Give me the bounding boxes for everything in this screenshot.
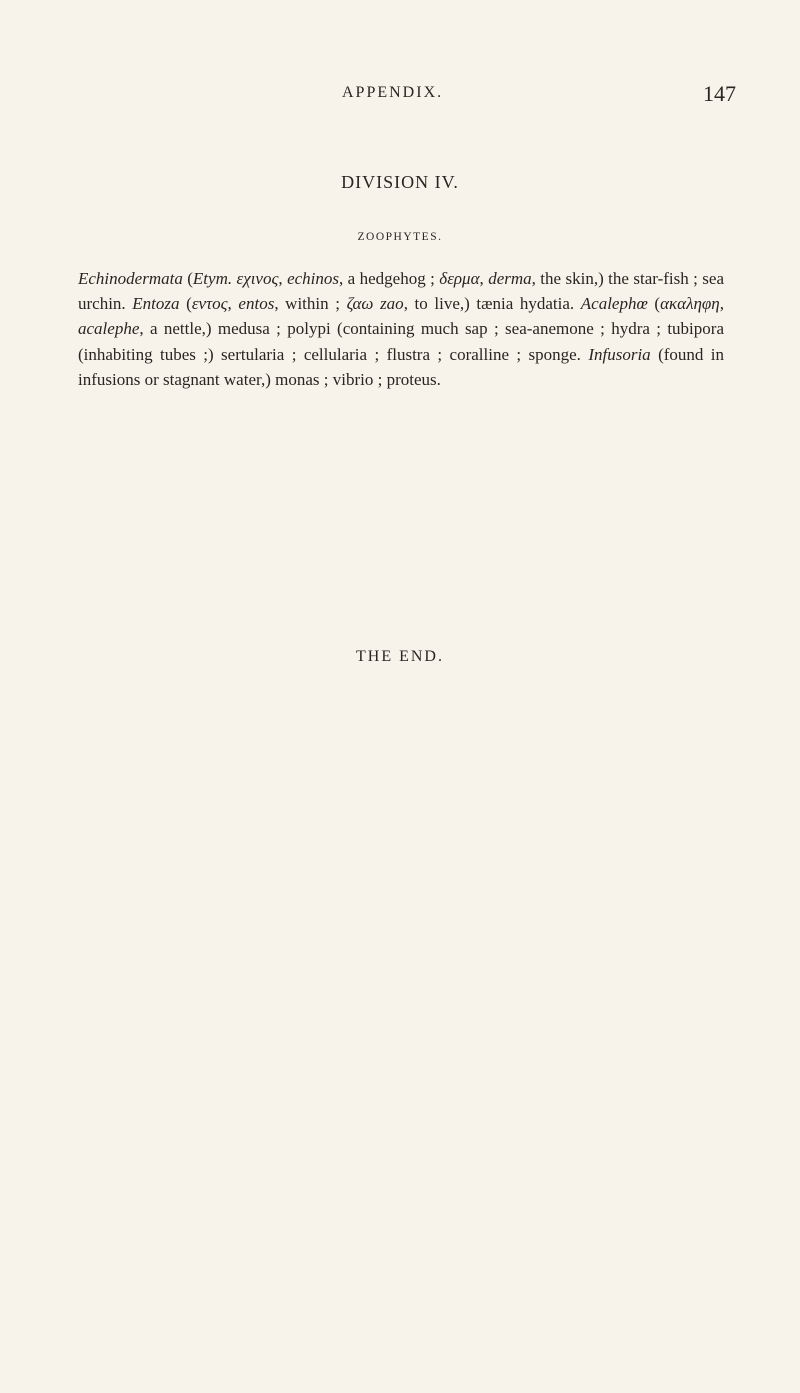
greek-word: εχινος: [236, 269, 279, 288]
text-span: , the skin,) the star-fish ; sea urchin.: [78, 269, 724, 314]
text-span: (: [179, 294, 192, 314]
text-span: (: [182, 269, 193, 288]
text-span: ,: [719, 294, 724, 314]
transliteration: zao: [380, 294, 404, 314]
greek-word: ζαω: [346, 294, 374, 314]
text-span: ,: [227, 294, 239, 314]
section-title: ZOOPHYTES.: [357, 231, 443, 243]
text-span: ,: [278, 269, 288, 288]
greek-word: δερμα: [439, 269, 480, 288]
term-acalephae: Acalephœ: [580, 294, 648, 314]
text-span: , a nettle,) medusa ; polypi (containing much sap ; sea-anemone ; hydra ; tubipora (inhabiting tubes ;) sertularia ; cellularia ; flustra ; coralline ; sponge.: [78, 319, 724, 364]
transliteration: derma: [488, 269, 532, 288]
running-head: APPENDIX.: [342, 84, 444, 101]
text-span: , within ;: [274, 294, 347, 314]
division-title: DIVISION IV.: [341, 172, 459, 192]
greek-word: ακαληφη: [660, 294, 720, 314]
term-echinodermata: Echinodermata: [78, 269, 183, 288]
greek-word: εντος: [191, 294, 228, 314]
page-number: 147: [703, 81, 736, 106]
etym-label: Etym.: [192, 269, 233, 288]
transliteration: acalephe: [78, 319, 140, 339]
text-span: , to live,) tænia hydatia.: [403, 294, 581, 314]
transliteration: entos: [238, 294, 275, 314]
text-span: (found in infusions or stagnant water,) monas ; vibrio ; proteus.: [78, 344, 725, 389]
end-mark: THE END.: [356, 648, 444, 665]
transliteration: echinos: [287, 269, 339, 288]
text-span: (: [647, 294, 661, 314]
text-span: , a hedgehog ;: [339, 269, 440, 288]
zoophytes-paragraph: [78, 266, 724, 392]
term-infusoria: Infusoria: [588, 344, 651, 364]
term-entoza: Entoza: [132, 294, 180, 314]
text-span: ,: [479, 269, 489, 288]
